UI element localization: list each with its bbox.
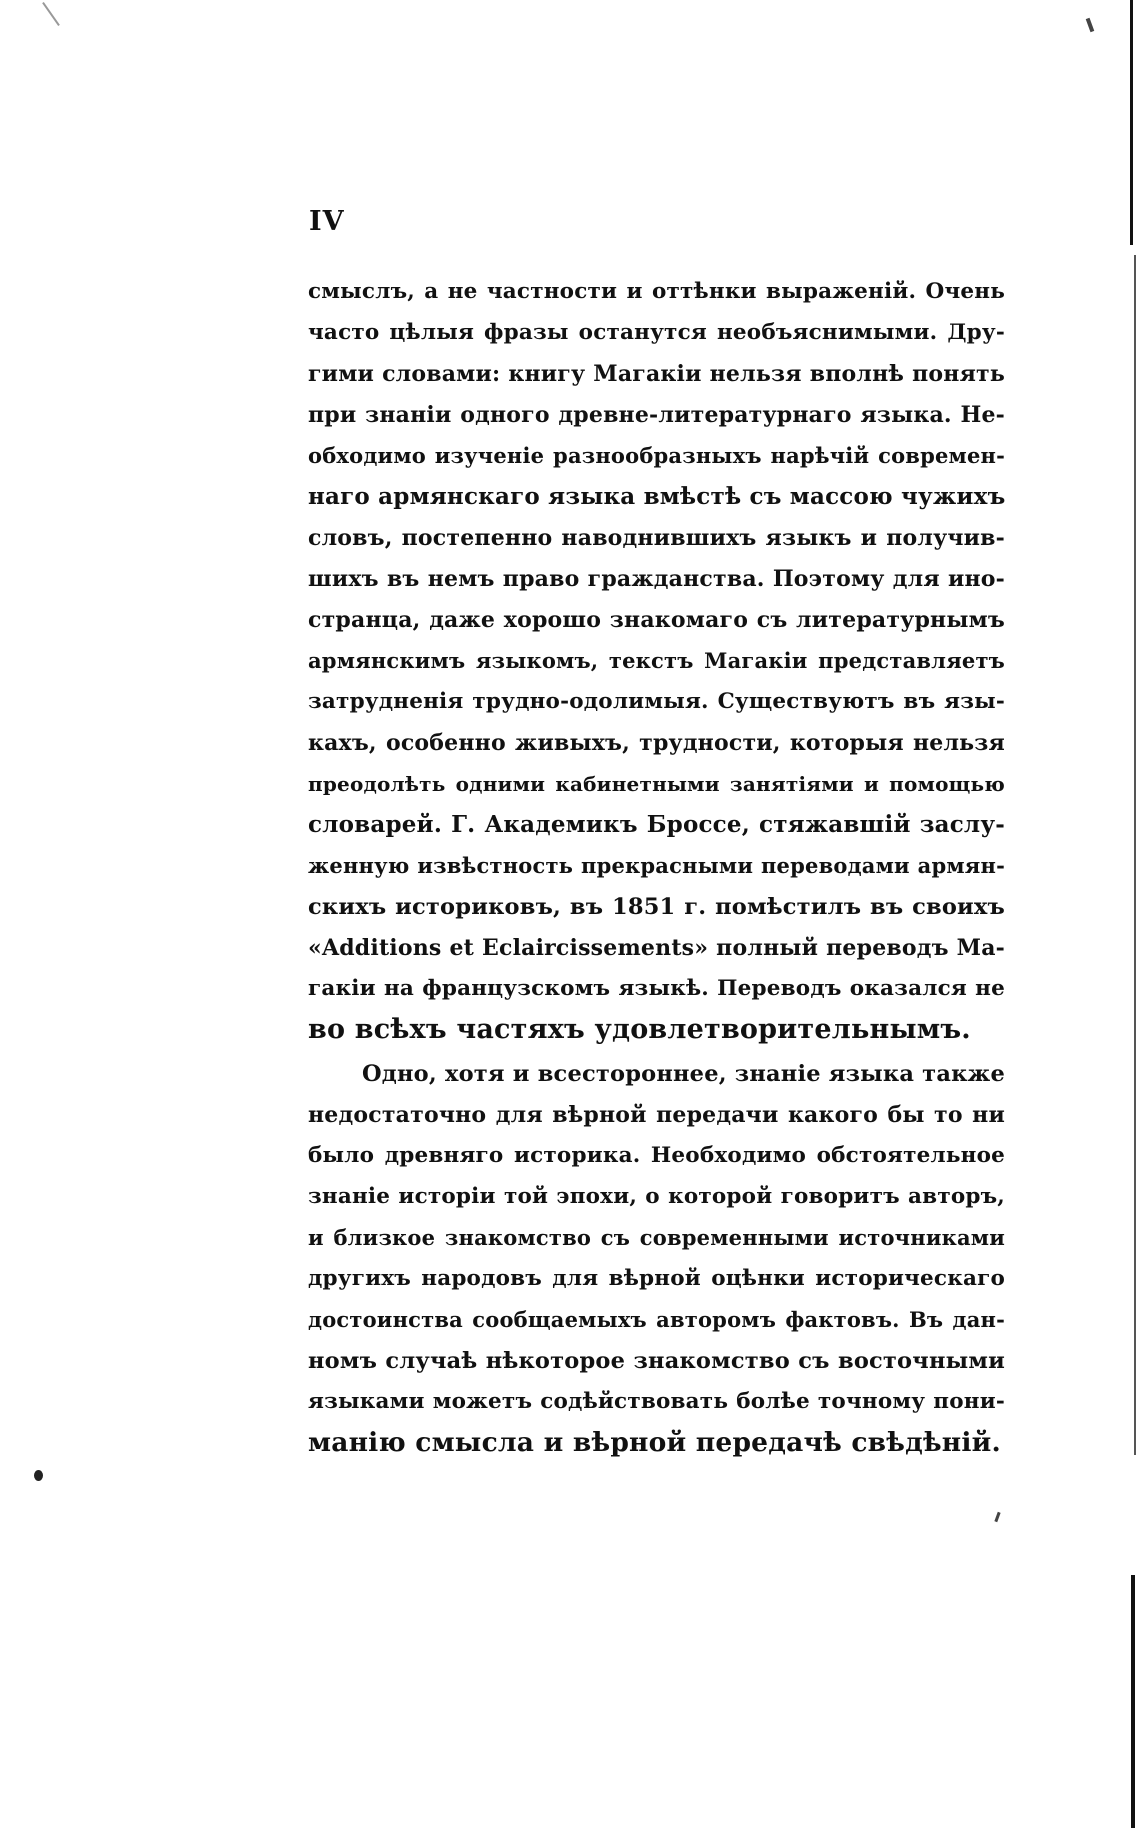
text-line: смыслъ, а не частности и оттѣнки выраженій. Очень	[308, 279, 1005, 304]
scan-speck	[994, 1512, 1000, 1522]
scan-speck	[1086, 18, 1095, 33]
text-line: достоинства сообщаемыхъ авторомъ фактовъ. Въ дан-	[308, 1307, 1005, 1332]
text-line: шихъ въ немъ право гражданства. Поэтому для ино-	[308, 566, 1005, 592]
text-line: «Additions et Eclaircissements» полный переводъ Ма-	[308, 935, 1005, 961]
text-line: часто цѣлыя фразы останутся необъяснимыми. Дру-	[308, 320, 1005, 345]
scan-dot	[34, 1470, 43, 1481]
text-line: странца, даже хорошо знакомаго съ литературнымъ	[308, 607, 1005, 633]
text-line: и близкое знакомство съ современными источниками	[308, 1225, 1005, 1250]
text-line: обходимо изученіе разнообразныхъ нарѣчій современ-	[308, 443, 1005, 468]
text-line: словъ, постепенно наводнившихъ языкъ и получив-	[308, 525, 1005, 551]
text-line: гакіи на французскомъ языкѣ. Переводъ оказался не	[308, 976, 1005, 1001]
text-line: затрудненія трудно-одолимыя. Существуютъ въ язы-	[308, 689, 1005, 714]
text-line: Одно, хотя и всестороннее, знаніе языка также	[362, 1061, 1005, 1087]
text-line: армянскимъ языкомъ, текстъ Магакіи представляетъ	[308, 648, 1005, 673]
text-line: кахъ, особенно живыхъ, трудности, которыя нельзя	[308, 730, 1005, 756]
text-line: манію смысла и вѣрной передачѣ свѣдѣній.	[308, 1427, 1001, 1458]
text-line: гими словами: книгу Магакіи нельзя вполнѣ понять	[308, 361, 1005, 387]
text-line: словарей. Г. Академикъ Броссе, стяжавшій заслу-	[308, 811, 1005, 838]
text-line: другихъ народовъ для вѣрной оцѣнки историческаго	[308, 1266, 1005, 1291]
scan-speck	[42, 2, 60, 26]
text-line: недостаточно для вѣрной передачи какого бы то ни	[308, 1102, 1005, 1128]
text-line: номъ случаѣ нѣкоторое знакомство съ восточными	[308, 1348, 1005, 1374]
page-number: IV	[309, 206, 345, 237]
text-line: во всѣхъ частяхъ удовлетворительнымъ.	[308, 1014, 971, 1045]
text-line: было древняго историка. Необходимо обстоятельное	[308, 1143, 1005, 1168]
text-line: преодолѣть одними кабинетными занятіями и помощью	[308, 772, 1005, 796]
scan-edge-line-middle	[1134, 255, 1136, 1455]
text-line: наго армянскаго языка вмѣстѣ съ массою чужихъ	[308, 483, 1006, 510]
text-line: женную извѣстность прекрасными переводами армян-	[308, 853, 1005, 878]
text-line: языками можетъ содѣйствовать болѣе точному пони-	[308, 1389, 1005, 1414]
text-line: при знаніи одного древне-литературнаго языка. Не-	[308, 402, 1005, 428]
scan-edge-line-bottom	[1131, 1575, 1135, 1828]
text-line: знаніе исторіи той эпохи, о которой говоритъ авторъ,	[308, 1184, 1005, 1209]
scan-edge-line-top	[1130, 0, 1133, 245]
text-line: скихъ историковъ, въ 1851 г. помѣстилъ въ своихъ	[308, 894, 1005, 920]
